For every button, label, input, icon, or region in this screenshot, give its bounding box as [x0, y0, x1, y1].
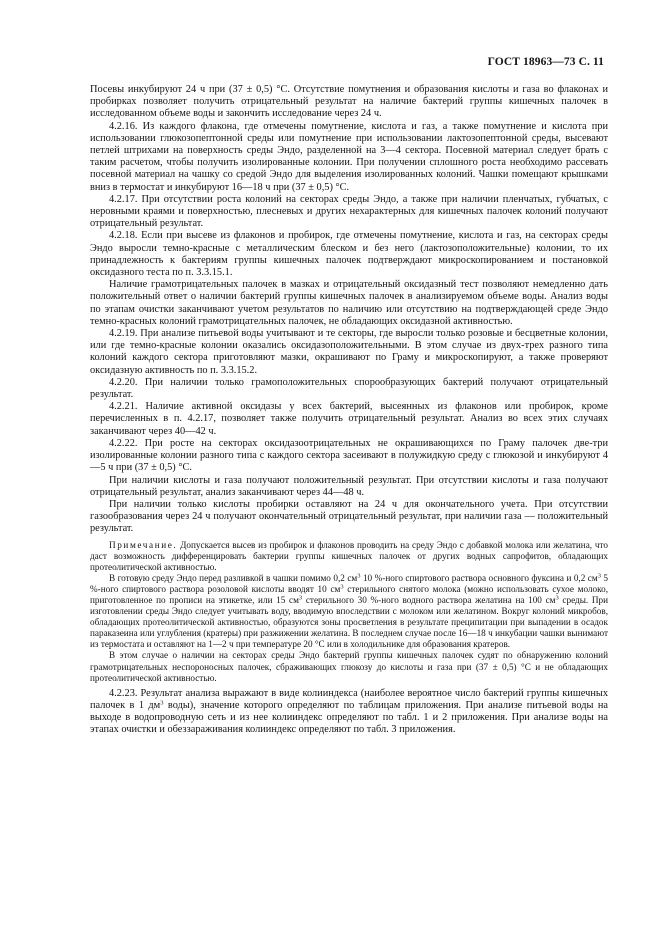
paragraph-4-2-20: 4.2.20. При наличии только грамоположительных спорообразующих бактерий получают отрицательный результат.: [90, 376, 608, 401]
paragraph-4-2-16: 4.2.16. Из каждого флакона, где отмечены помутнение, кислота и газ, а также помутнение и кислота при использовании глюкозопептонной среды или помутнение при использовании лактозопептонной среды, высевают петлей штрихами на поверхность среды Эндо, разделенной на 3—4 сектора. Посевной материал следует брать с таким расчетом, чтобы получить изолированные колонии. При получении сплошного роста необходимо рассевать посевной материал на чашку со средой Эндо для выделения изолированных колоний. Чашки помещают крышками вниз в термостат и инкубируют 16—18 ч при (37 ± 0,5) °С.: [90, 120, 608, 193]
paragraph-acid-gas: При наличии кислоты и газа получают положительный результат. При отсутствии кислоты и газа получают отрицательный результат, анализ заканчивают через 44—48 ч.: [90, 474, 608, 498]
note-2-part-b: 10 %-ного спиртового раствора основного фуксина и 0,2 см: [360, 572, 598, 583]
paragraph-4-2-23: [90, 688, 608, 737]
superscript: 3: [340, 583, 344, 591]
paragraph-4-2-18: 4.2.18. Если при высеве из флаконов и пробирок, где отмечены помутнение, кислота и газ, на секторах среды Эндо выросли темно-красные с металлическим блеском и без него (лактозоположительные) колонии, то их принадлежность к бактериям группы кишечных палочек подтверждают микроскопированием и постановкой оксидазного теста по п. 3.3.15.1.: [90, 230, 608, 279]
page-header: ГОСТ 18963—73 С. 11: [487, 56, 604, 68]
superscript: 3: [597, 572, 601, 580]
paragraph-gram-negative: Наличие грамотрицательных палочек в мазках и отрицательный оксидазный тест позволяют немедленно дать положительный ответ о наличии бактерий группы кишечных палочек в анализируемом объеме воды. Анализ воды по этапам очистки заканчивают учетом результатов по наличию или отсутствию на подтверждающей среде Эндо темно-красных колоний грамотрицательных палочек, не обладающих оксидазной активностью.: [90, 279, 608, 327]
superscript: 3: [555, 594, 559, 602]
superscript: 3: [298, 594, 303, 602]
paragraph-incubation-result: Посевы инкубируют 24 ч при (37 ± 0,5) °С. Отсутствие помутнения и образования кислоты и газа во флаконах и пробирках позволяет получить отрицательный результат на наличие бактерий группы кишечных палочек в исследованном объеме воды и закончить исследование через 24 ч.: [90, 84, 608, 120]
note-3: В этом случае о наличии на секторах среды Эндо бактерий группы кишечных палочек судят по обнаружению колоний грамотрицательных неспороносных палочек, сбраживающих глюкозу до кислоты и газа при (37 ± 0,5) °С и не обладающих протеолитической активностью.: [90, 650, 608, 683]
paragraph-4-2-21: 4.2.21. Наличие активной оксидазы у всех бактерий, высеянных из флаконов или пробирок, кроме перечисленных в п. 4.2.17, позволяет также получить отрицательный результат. Анализ во всех этих случаях заканчивают через 40—42 ч.: [90, 401, 608, 437]
note-label: Примечание.: [109, 539, 178, 550]
note-2-part-d: стерильного снятого молока (можно использовать сухое молоко, приготовленное по прописи на этикетке, или 15 см: [90, 583, 608, 605]
paragraph-4-2-17: 4.2.17. При отсутствии роста колоний на секторах среды Эндо, а также при наличии пленчатых, губчатых, с неровными краями и поверхностью, плесневых и других нехарактерных для кишечных палочек колоний получают отрицательный результат.: [90, 193, 608, 230]
superscript: 3: [160, 699, 164, 707]
note-1: [90, 540, 608, 573]
paragraph-4-2-23-part-b: воды), значение которого определяют по таблицам приложения. При анализе питьевой воды на выходе в водопроводную сеть и из нее колииндекс определяют по табл. 1 и 2 приложения. При анализе воды на этапах очистки и обеззараживания колииндекс определяют по табл. 3 приложения.: [90, 699, 608, 736]
document-body: [90, 84, 608, 737]
paragraph-acid-only: При наличии только кислоты пробирки оставляют на 24 ч для окончательного учета. При отсутствии газообразования через 24 ч получают окончательный отрицательный результат, при наличии газа — положительный результат.: [90, 498, 608, 535]
note-2-part-c: 5 %-ного спиртового раствора розоловой кислоты вводят 10 см: [90, 572, 609, 594]
note-2-part-f: среды. При изготовлении среды Эндо следует учитывать воду, вводимую впоследствии с молоком или желатином. Вокруг колоний микробов, обладающих протеолитической активностью, образуются зоны просветления в результате преципитации при выпадении в осадок параказеина или углубления (кратеры) при разжижении желатина. В последнем случае после 16—18 ч инкубации чашки вынимают из термостата и оставляют на 1—2 ч при температуре 20 °С или в холодильнике для образования кратеров.: [90, 594, 608, 650]
paragraph-4-2-23-part-a: 4.2.23. Результат анализа выражают в виде колииндекса (наиболее вероятное число бактерий группы кишечных палочек в 1 дм: [90, 687, 608, 711]
paragraph-4-2-22: 4.2.22. При росте на секторах оксидазоотрицательных не окрашивающихся по Граму палочек две-три изолированные колонии разного типа с каждого сектора засеивают в полужидкую среду с глюкозой и инкубируют 4—5 ч при (37 ± 0,5) °С.: [90, 437, 608, 474]
note-2: [90, 573, 608, 651]
paragraph-4-2-19: 4.2.19. При анализе питьевой воды учитывают и те секторы, где выросли только розовые и бесцветные колонии, или где темно-красные колонии оказались оксидазоположительными. В этом случае из двух-трех разного типа колоний каждого сектора приготовляют мазки, окрашивают по Граму и микроскопируют, а также проверяют оксидазную активность по п. 3.3.15.2.: [90, 328, 608, 376]
superscript: 3: [357, 572, 361, 580]
note-2-part-e: стерильного 30 %-ного водного раствора желатина на 100 см: [302, 594, 556, 605]
note-1-text: Допускается высев из пробирок и флаконов проводить на среду Эндо с добавкой молока или желатина, что даст возможность дифференцировать бактерии группы кишечных палочек от других водных сапрофитов, обладающих протеолитической активностью.: [90, 539, 608, 572]
note-2-part-a: В готовую среду Эндо перед разливкой в чашки помимо 0,2 см: [109, 572, 358, 583]
